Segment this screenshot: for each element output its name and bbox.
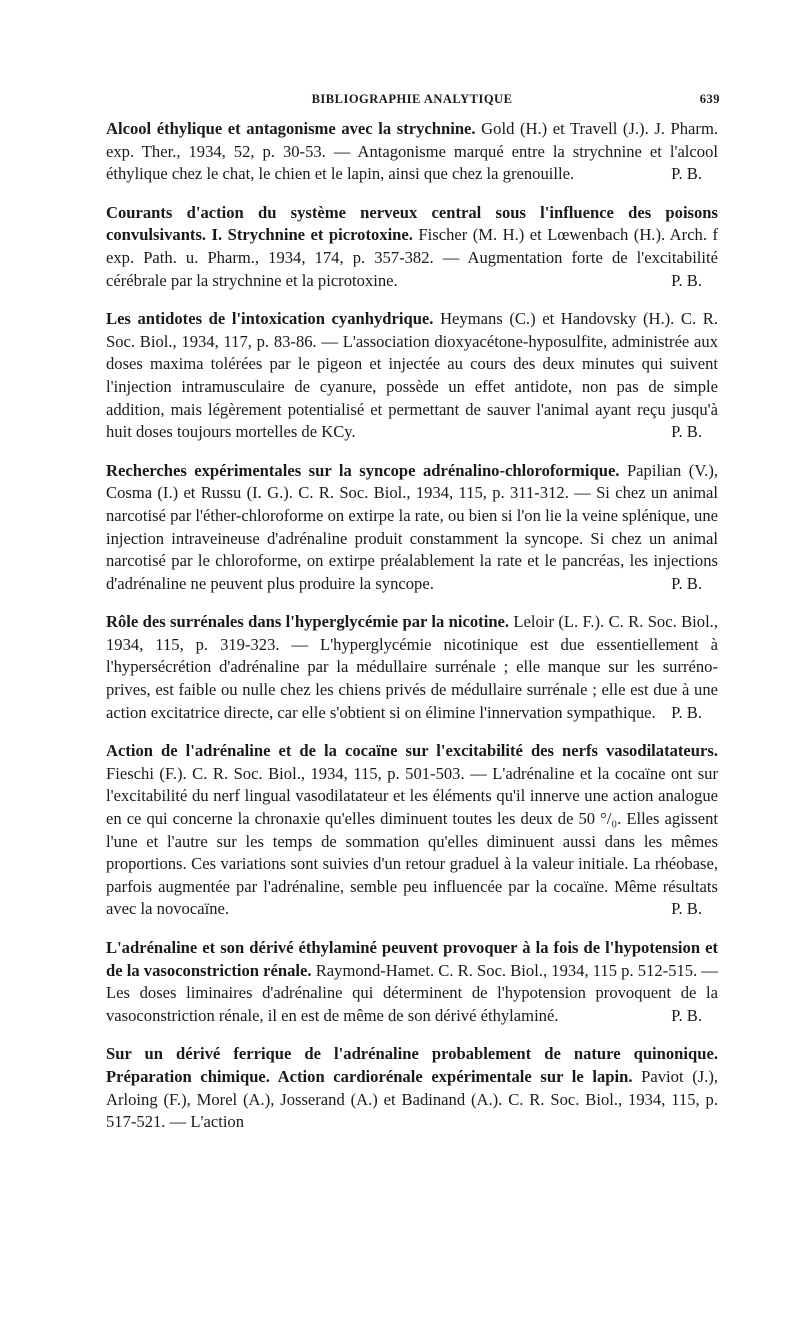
entry-signature: P. B. — [671, 1005, 702, 1025]
bibliography-entry — [106, 937, 718, 1027]
entry-title: Rôle des surrénales dans l'hyperglycémie par la nicotine. — [106, 612, 510, 632]
document-page — [106, 92, 718, 1150]
entry-body: Leloir (L. F.). C. R. Soc. Biol., 1934, 115, p. 319-323. — L'hyperglycémie nicotinique est due essentiellement à l'hypersécrétion d'adrénaline par la médullaire surrénale ; elle manque sur les surréno-prives, est faible ou nulle chez les chiens privés de médullaire surrénale ; elle est due à une action excitatrice directe, car elle s'obtient si on élimine l'innervation sympathique. — [106, 612, 718, 722]
bibliography-entry — [106, 740, 718, 921]
entry-title: Alcool éthylique et antagonisme avec la strychnine. — [106, 119, 476, 138]
running-header — [106, 92, 718, 118]
entry-body: Fischer (M. H.) et Lœwenbach (H.). Arch. f exp. Path. u. Pharm., 1934, 174, p. 357-382. — Augmentation forte de l'excitabilité cérébrale par la strychnine et la picrotoxine. — [106, 225, 719, 290]
bibliography-entry — [106, 118, 718, 186]
entry-body: Raymond-Hamet. C. R. Soc. Biol., 1934, 115 p. 512-515. — Les doses liminaires d'adrénaline qui déterminent de l'hypotension provoquent de la vasoconstriction rénale, il en est de même de son dérivé éthylaminé. — [106, 960, 718, 1025]
entry-title: Courants d'action du système nerveux central sous l'influence des poisons convulsivants. I. Strychnine et picrotoxine. — [106, 202, 718, 245]
entry-title: L'adrénaline et son dérivé éthylaminé peuvent provoquer à la fois de l'hypotension et de la vasoconstriction rénale. — [106, 938, 718, 980]
entry-signature: P. B. — [671, 899, 702, 919]
entry-body: Heymans (C.) et Handovsky (H.). C. R. Soc. Biol., 1934, 117, p. 83-86. — L'association dioxyacétone-hyposulfite, administrée aux doses maxima tolérées par le pigeon et injectée au cours des deux minutes qui suivent l'injection intramusculaire de cyanure, possède un effet antidote, non pas de simple addition, mais légèrement potentialisé et permettant de sauver l'animal ayant reçu jusqu'à huit doses toujours mortelles de KCy. — [106, 309, 718, 442]
page-number: 639 — [699, 92, 720, 106]
entry-title: Les antidotes de l'intoxication cyanhydrique. — [106, 309, 434, 329]
entry-body: Papilian (V.), Cosma (I.) et Russu (I. G.). C. R. Soc. Biol., 1934, 115, p. 311-312. — Si chez un animal narcotisé par l'éther-chloroforme on extirpe la rate, ou bien si l'on lie la veine splénique, une injection intraveineuse d'adrénaline produit constamment la syncope. Si chez un animal narcotisé par le chloroforme, on extirpe préalablement la rate et le pancréas, les injections d'adrénaline ne peuvent plus produire la syncope. — [106, 460, 719, 593]
entry-signature: P. B. — [671, 573, 702, 593]
entry-title: Action de l'adrénaline et de la cocaïne sur l'excitabilité des nerfs vasodilatateurs. — [106, 741, 718, 761]
entry-signature: P. B. — [671, 702, 702, 722]
entry-signature: P. B. — [671, 422, 702, 442]
entry-body: Paviot (J.), Arloing (F.), Morel (A.), Josserand (A.) et Badinand (A.). C. R. Soc. Biol., 1934, 115, p. 517-521. — L'action — [106, 1066, 718, 1132]
entry-body: Fieschi (F.). C. R. Soc. Biol., 1934, 115, p. 501-503. — L'adrénaline et la cocaïne ont sur l'excitabilité du nerf lingual vasodilatateur et les éléments qu'il innerve une action analogue en ce qui concerne la chronaxie qu'elles diminuent toutes les deux de 50 °/₀. Elles agissent l'une et l'autre sur les temps de sommation qu'elles diminuent aussi dans les mêmes proportions. Ces variations sont suivies d'un retour graduel à la valeur initiale. La rhéobase, parfois augmentée par l'adrénaline, semble peu influencée par la cocaïne. Même résultats avec la novocaïne. — [106, 763, 718, 919]
bibliography-entry — [106, 202, 718, 292]
entry-signature: P. B. — [671, 164, 702, 184]
running-title: BIBLIOGRAPHIE ANALYTIQUE — [311, 92, 513, 106]
entry-title: Sur un dérivé ferrique de l'adrénaline probablement de nature quinonique. Préparation chimique. Action cardiorénale expérimentale sur le lapin. — [106, 1044, 718, 1086]
entry-title: Recherches expérimentales sur la syncope adrénalino-chloroformique. — [106, 460, 620, 480]
bibliography-entry — [106, 460, 718, 596]
bibliography-entry — [106, 1043, 718, 1133]
bibliography-entry — [106, 611, 718, 724]
entry-signature: P. B. — [671, 270, 702, 290]
entry-body: Gold (H.) et Travell (J.). J. Pharm. exp. Ther., 1934, 52, p. 30-53. — Antagonisme marqué entre la strychnine et l'alcool éthylique chez le chat, le chien et le lapin, ainsi que chez la grenouille. — [106, 119, 718, 184]
bibliography-entry — [106, 308, 718, 444]
